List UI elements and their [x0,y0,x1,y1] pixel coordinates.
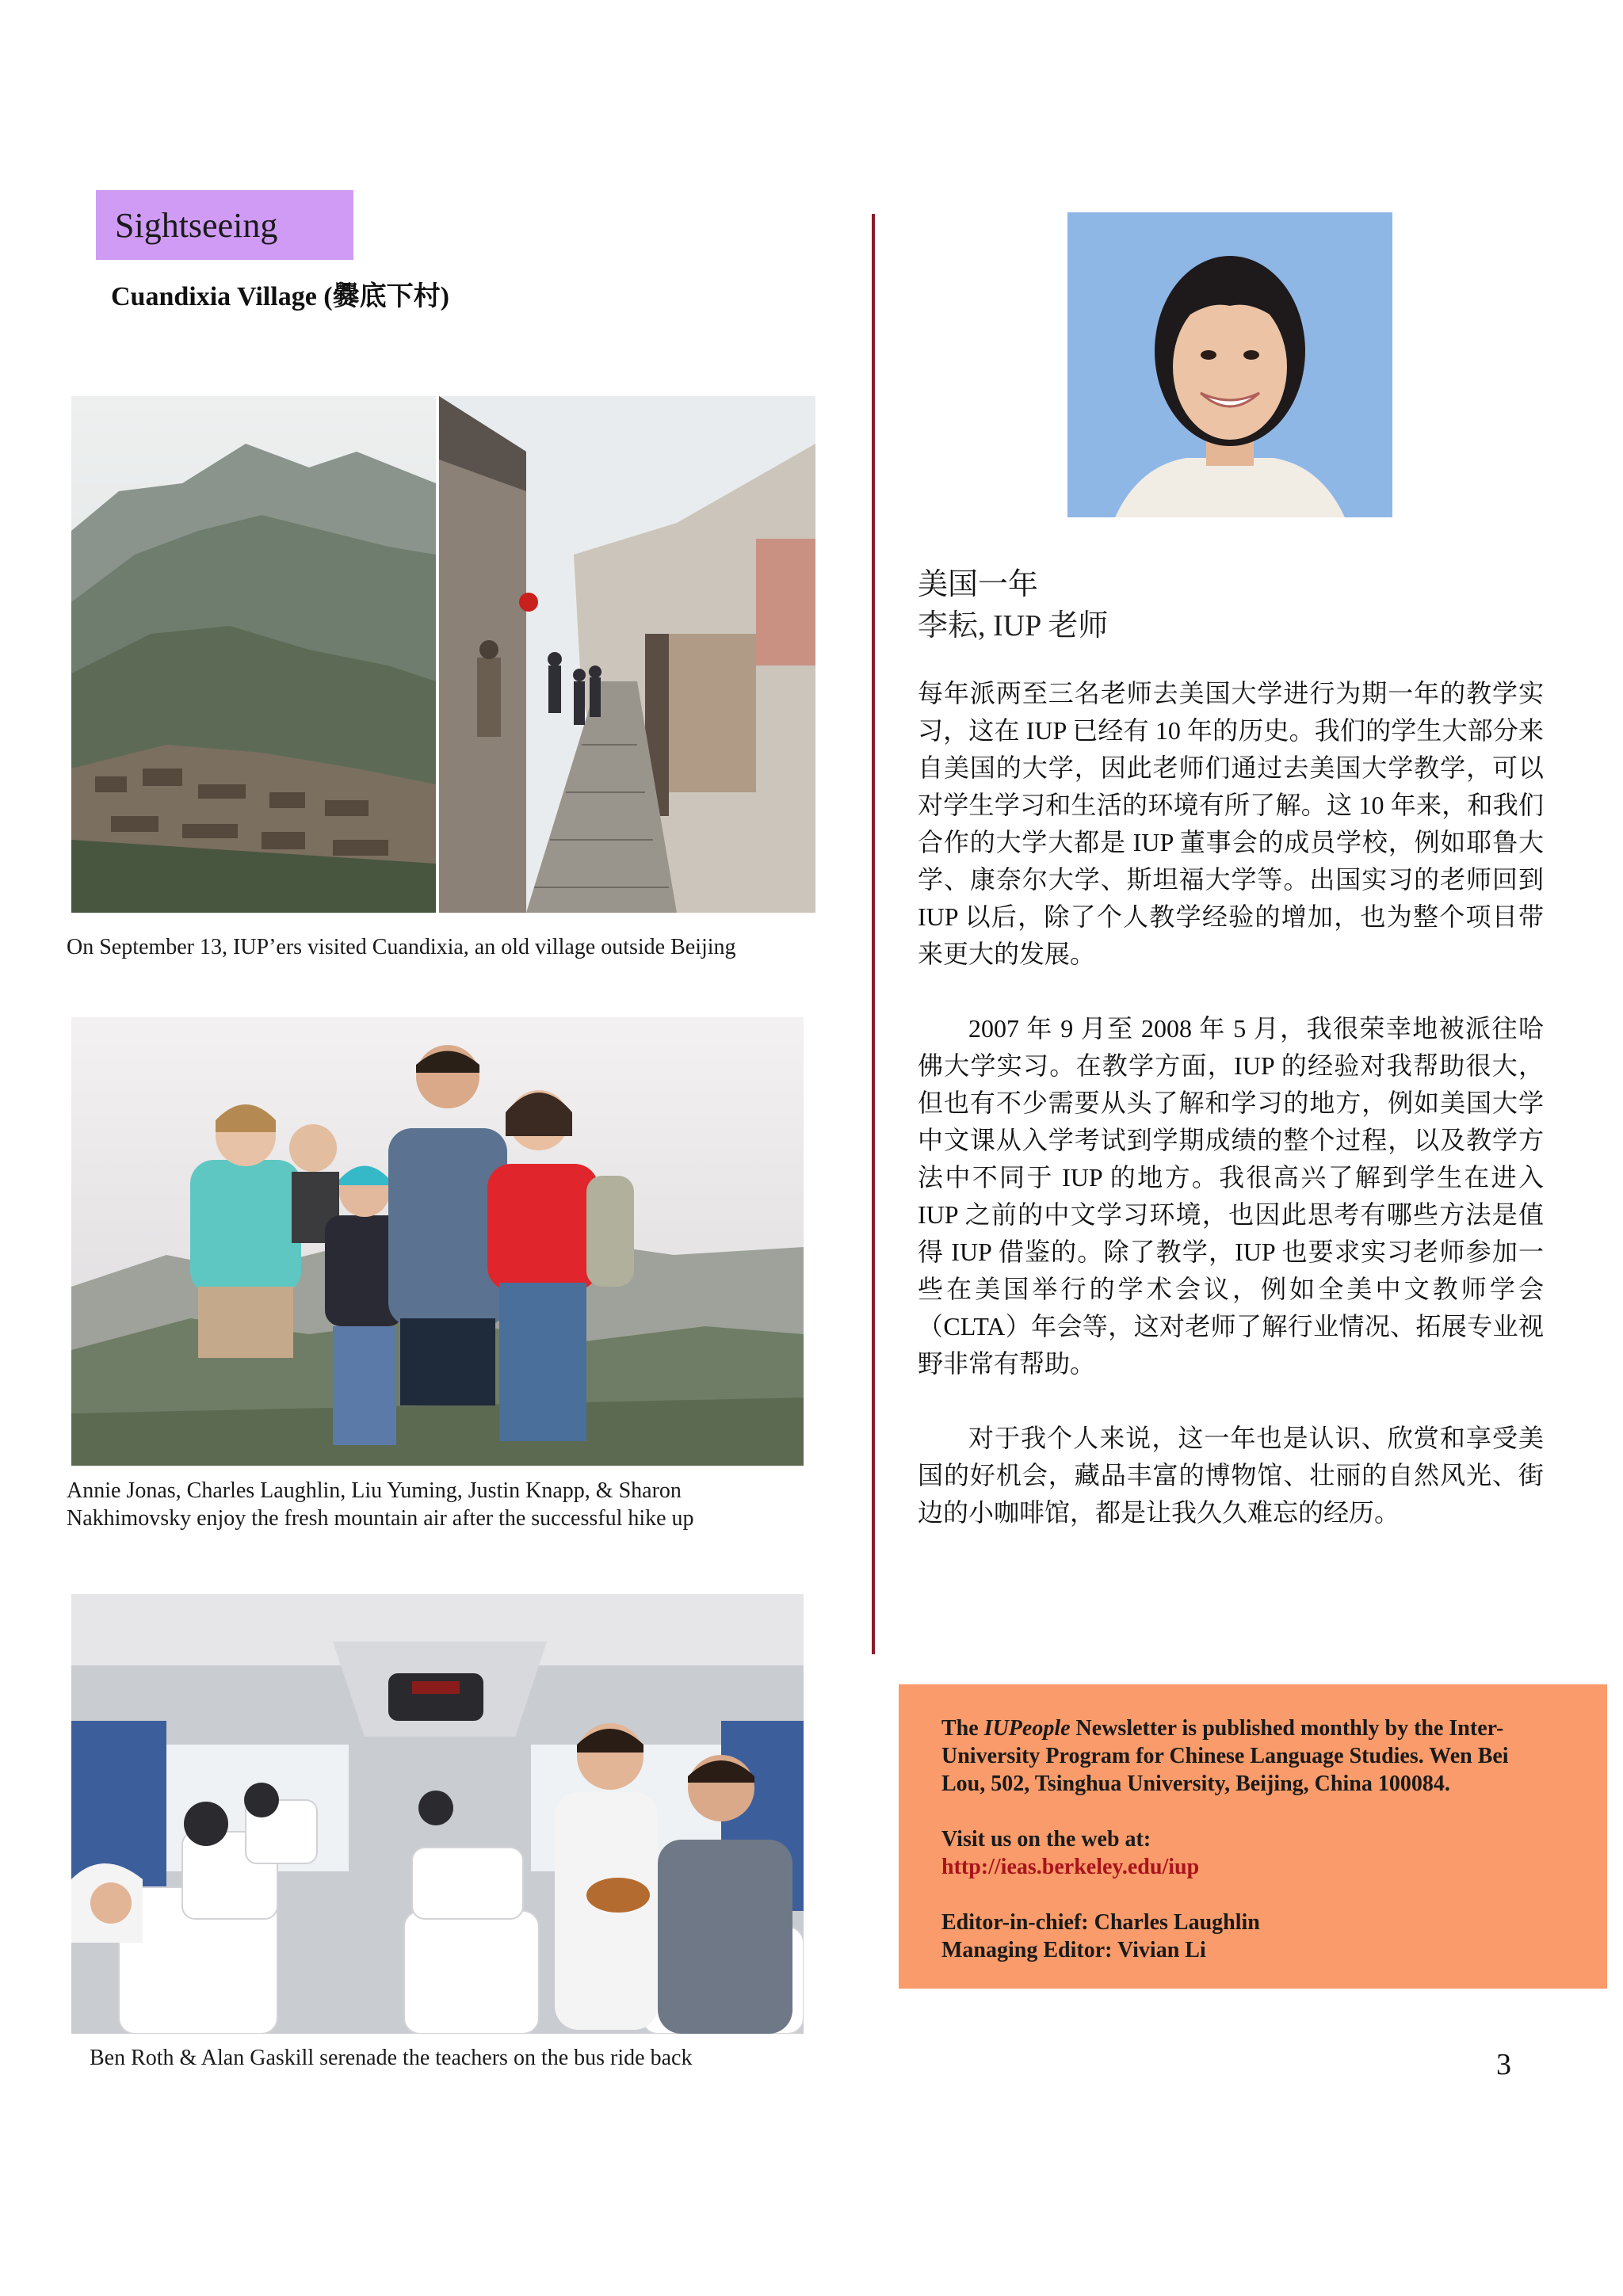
info-publisher-line-2: University Program for Chinese Language Studies. Wen Bei [941,1744,1509,1768]
newsletter-name: IUPeople [983,1716,1071,1741]
mountain-village-photo [71,396,436,913]
author-portrait-photo [1067,212,1392,517]
photo-caption-1: On September 13, IUP’ers visited Cuandixia, an old village outside Beijing [67,935,736,959]
section-badge [96,190,353,260]
info-publisher-line-3: Lou, 502, Tsinghua University, Beijing, China 100084. [941,1772,1450,1796]
section-badge-label: Sightseeing [115,205,278,245]
location-title: Cuandixia Village (爨底下村) [111,282,449,311]
column-divider [872,214,875,1654]
group-hike-photo [71,1017,804,1466]
page-number: 3 [1496,2048,1511,2081]
article-paragraph-1: 每年派两至三名老师去美国大学进行为期一年的教学实习，这在 IUP 已经有 10 年的历史。我们的学生大部分来自美国的大学，因此老师们通过去美国大学教学，可以对学生学习和生活的环境有所了解。这 10 年来，和我们合作的大学大都是 IUP 董事会的成员学校，例如耶鲁大学、康奈尔大学、斯坦福大学等。出国实习的老师回到 IUP 以后，除了个人教学经验的增加，也为整个项目带来更大的发展。 [918,679,1544,968]
managing-editor: Managing Editor: Vivian Li [941,1938,1206,1962]
photo-caption-2 [67,1477,827,1532]
info-line1-pre: The [941,1716,984,1741]
bus-ride-photo [71,1594,804,2034]
article-paragraph-2: 2007 年 9 月至 2008 年 5 月，我很荣幸地被派往哈佛大学实习。在教学方面，IUP 的经验对我帮助很大，但也有不少需要从头了解和学习的地方，例如美国大学中文课从入学考试到学期成绩的整个过程，以及教学方法中不同于 IUP 的地方。我很高兴了解到学生在进入 IUP 之前的中文学习环境，也因此思考有哪些方法是值得 IUP 借鉴的。除了教学，IUP 也要求实习老师参加一些在美国举行的学术会议，例如全美中文教师学会（CLTA）年会等，这对老师了解行业情况、拓展专业视野非常有帮助。 [918,1014,1544,1378]
newsletter-info-box [899,1684,1607,1989]
article-heading: 美国一年 [918,568,1039,601]
stone-alley-photo [439,396,815,913]
article-paragraph-3: 对于我个人来说，这一年也是认识、欣赏和享受美国的好机会，藏品丰富的博物馆、壮丽的自然风光、街边的小咖啡馆，都是让我久久难忘的经历。 [918,1424,1544,1527]
editor-in-chief: Editor-in-chief: Charles Laughlin [941,1910,1260,1935]
info-publisher-line-1 [941,1714,1591,1742]
article-body [918,675,1544,1569]
photo-caption-2-line-1: Annie Jonas, Charles Laughlin, Liu Yuming, Justin Knapp, & Sharon [67,1478,682,1503]
photo-caption-2-line-2: Nakhimovsky enjoy the fresh mountain air after the successful hike up [67,1506,694,1531]
info-visit-label: Visit us on the web at: [941,1827,1151,1852]
article-byline: 李耘, IUP 老师 [918,609,1109,643]
website-link[interactable]: http://ieas.berkeley.edu/iup [941,1855,1200,1879]
info-line1-post: Newsletter is published monthly by the Inter- [1070,1716,1504,1741]
photo-caption-3: Ben Roth & Alan Gaskill serenade the teachers on the bus ride back [90,2046,693,2070]
